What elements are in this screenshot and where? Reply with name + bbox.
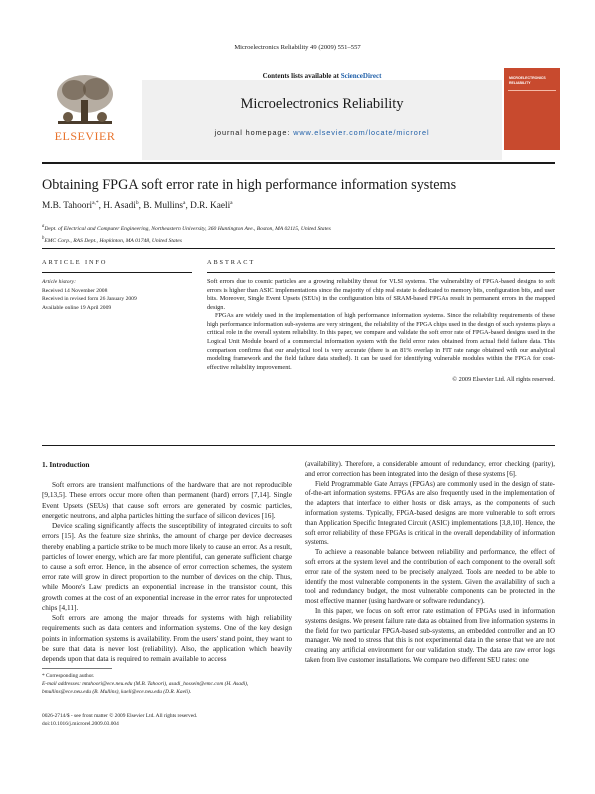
contents-line: Contents lists available at ScienceDirect xyxy=(262,72,382,80)
body-paragraph: Field Programmable Gate Arrays (FPGAs) are commonly used in the design of state-of-the-art information systems. FPGAs are also frequently used in the implementation of the adapters that interface to either hosts or disk arrays, as the components of such information systems. Typically, FPGA-based designs are more vulnerable to soft errors than Application Specific Integrated Circuit (ASIC) implementations [3,8,10]. Hence, the soft error reliability of these FPGAs is critical in the overall dependability of information systems. xyxy=(305,479,555,547)
body-paragraph: Soft errors are transient malfunctions of the hardware that are not reproducible [9,13,5]. These errors occur more often than permanent (hard) errors [7,14]. Single Event Upsets (SEUs) that cause soft errors are generated by cosmic particles, energetic neutrons, and alpha particles hitting the surface of silicon devices [16]. xyxy=(42,481,292,520)
body-paragraph: Soft errors are among the major threads for systems with high reliability requirements such as data centers and information systems. One of the key design points in information systems is availability. From the users' stand point, they want to be sure that data is never lost (reliability). Also, the application which heavily depends upon that data is required to remain available to access xyxy=(42,614,292,663)
doi-block xyxy=(42,712,197,728)
homepage-link[interactable]: www.elsevier.com/locate/microrel xyxy=(293,128,430,137)
header-divider xyxy=(42,162,555,164)
email-addresses[interactable]: E-mail addresses: mtahoori@ece.neu.edu (M.B. Tahoori), asadi_hossein@emc.com (H. Asadi), bmullins@ece.neu.edu (B. Mullins), kaeli@ece.neu.edu (D.R. Kaeli). xyxy=(42,681,249,696)
history-entry: Available online 19 April 2009 xyxy=(42,304,112,311)
elsevier-logo xyxy=(42,72,128,160)
abstract-heading: ABSTRACT xyxy=(207,259,256,266)
elsevier-wordmark: ELSEVIER xyxy=(54,129,116,143)
sciencedirect-link[interactable]: ScienceDirect xyxy=(340,72,382,80)
affiliation: $^a$Dept. of Electrical and Computer Engineering, Northeastern University, 360 Huntington Ave., Boston, MA 02115, United States xyxy=(42,224,331,232)
issn-line: 0026-2714/$ - see front matter © 2009 Elsevier Ltd. All rights reserved. xyxy=(42,713,198,719)
journal-cover-thumbnail xyxy=(504,68,560,150)
cover-title: MICROELECTRONICS RELIABILITY xyxy=(509,76,546,85)
affiliation: $^b$EMC Corp., RAS Dept., Hopkinton, MA 01748, United States xyxy=(42,235,182,244)
affiliations xyxy=(42,222,331,246)
article-info-divider xyxy=(42,272,192,273)
journal-reference: Microelectronics Reliability 49 (2009) 551–557 xyxy=(234,44,361,51)
abstract-body xyxy=(207,278,555,385)
body-column-left xyxy=(42,460,292,664)
section-divider xyxy=(42,248,555,249)
copyright-notice: © 2009 Elsevier Ltd. All rights reserved. xyxy=(452,376,555,384)
body-divider xyxy=(42,445,555,446)
abstract-paragraph: FPGAs are widely used in the implementation of high performance information systems. Since the reliability requirements of these high performance information sub-systems are very stringent, the reliability of the FPGA chips used in the design of such systems plays a critical role in the overall system reliability. In this paper, we compare and validate the soft error rate of FPGA-based designs used in the Logical Unit Module board of a commercial information system with the field error rates obtained from actual field failure data. This comparison confirms that our analytical tool is very accurate (there is an 81% overlap in FIT rate range obtained with our analytical modeling framework and the field failure data studied). It can be used for identifying vulnerable modules within the FPGA for cost-effective reliability improvement. xyxy=(207,312,555,371)
history-entry: Received in revised form 26 January 2009 xyxy=(42,296,137,303)
author-affil-sup[interactable]: b xyxy=(135,200,139,206)
abstract-paragraph: Soft errors due to cosmic particles are a growing reliability threat for VLSI systems. The vulnerability of FPGA-based designs to soft errors is higher than ASIC implementations since the majority of chip real estate is dedicated to memory bits, configuration bits, and user bits. Moreover, Single Event Upsets (SEUs) in the configuration bits of SRAM-based FPGAs result in permanent errors in the mapped design. xyxy=(207,278,555,311)
author-affil-sup[interactable]: a,* xyxy=(92,200,99,206)
body-paragraph: (availability). Therefore, a considerable amount of redundancy, error checking (parity), and error correction has been integrated into the design of these systems [6]. xyxy=(305,460,555,478)
journal-homepage: journal homepage: www.elsevier.com/locate/microrel xyxy=(214,128,430,137)
footnote xyxy=(42,672,292,697)
tree-logo-icon xyxy=(50,72,120,128)
article-history xyxy=(42,278,137,312)
author-list: M.B. Tahoori$^{a,*}$, H. Asadi$^b$, B. Mullins$^a$, D.R. Kaeli$^a$ xyxy=(42,200,233,212)
footnote-divider xyxy=(42,668,112,669)
history-label: Article history: xyxy=(42,279,77,285)
body-paragraph: Device scaling significantly affects the susceptibility of integrated circuits to soft errors [15]. As the feature size shrinks, the amount of charge per device decreases thereby enabling a particle strike to be much more likely to cause an error. As a result, particles of lower energy, which are far more plentiful, can generate sufficient charge to cause a soft error. Hence, in the absence of error correction schemes, the system error rate will grow in direct proportion to the number of devices on the chip. Thus, while Moore's Law predicts an exponential increase in the transistor count, this growth comes at the cost of an exponential increase in the error rates for unprotected chips [4,11]. xyxy=(42,522,292,612)
corresponding-author-note: * Corresponding author. xyxy=(42,673,95,679)
body-paragraph: In this paper, we focus on soft error rate estimation of FPGAs used in information systems designs. We present failure rate data as obtained from live information systems in the field for two particular FPGA-based sub-systems, an embedded controller and an IO manager. We need to stress that this is not experimental data in the sense that we are not creating any artificial environment for our validation study. The data are raw error logs taken from live customer installations. We compare two different SEU rates: one xyxy=(305,606,555,664)
header-center xyxy=(142,72,502,160)
abstract-divider xyxy=(207,272,555,273)
doi-link[interactable]: doi:10.1016/j.microrel.2009.03.004 xyxy=(42,721,119,728)
author-name: H. Asadi xyxy=(103,201,136,212)
journal-header xyxy=(42,72,555,160)
author-name: M.B. Tahoori xyxy=(42,201,93,212)
journal-title: Microelectronics Reliability xyxy=(240,96,404,112)
article-title: Obtaining FPGA soft error rate in high performance information systems xyxy=(42,177,457,193)
author-affil-sup[interactable]: a xyxy=(230,200,233,206)
article-info-heading: ARTICLE INFO xyxy=(42,259,108,266)
body-column-right xyxy=(305,460,555,666)
section-heading: 1. Introduction xyxy=(42,460,90,469)
author-affil-sup[interactable]: a xyxy=(183,200,186,206)
body-paragraph: To achieve a reasonable balance between reliability and performance, the effect of soft errors at the system level and the contribution of each component to the overall soft error rate of the system need to be precisely analyzed. Tools are needed to be able to identify the most vulnerable components in the system. Given the availability of such a tool and redundancy budget, the most vulnerable components can be protected in the most effective manner (using hardware or software redundancy). xyxy=(305,548,555,606)
history-entry: Received 14 November 2008 xyxy=(42,287,108,294)
author-name: B. Mullins xyxy=(143,201,184,212)
author-name: D.R. Kaeli xyxy=(190,201,231,212)
